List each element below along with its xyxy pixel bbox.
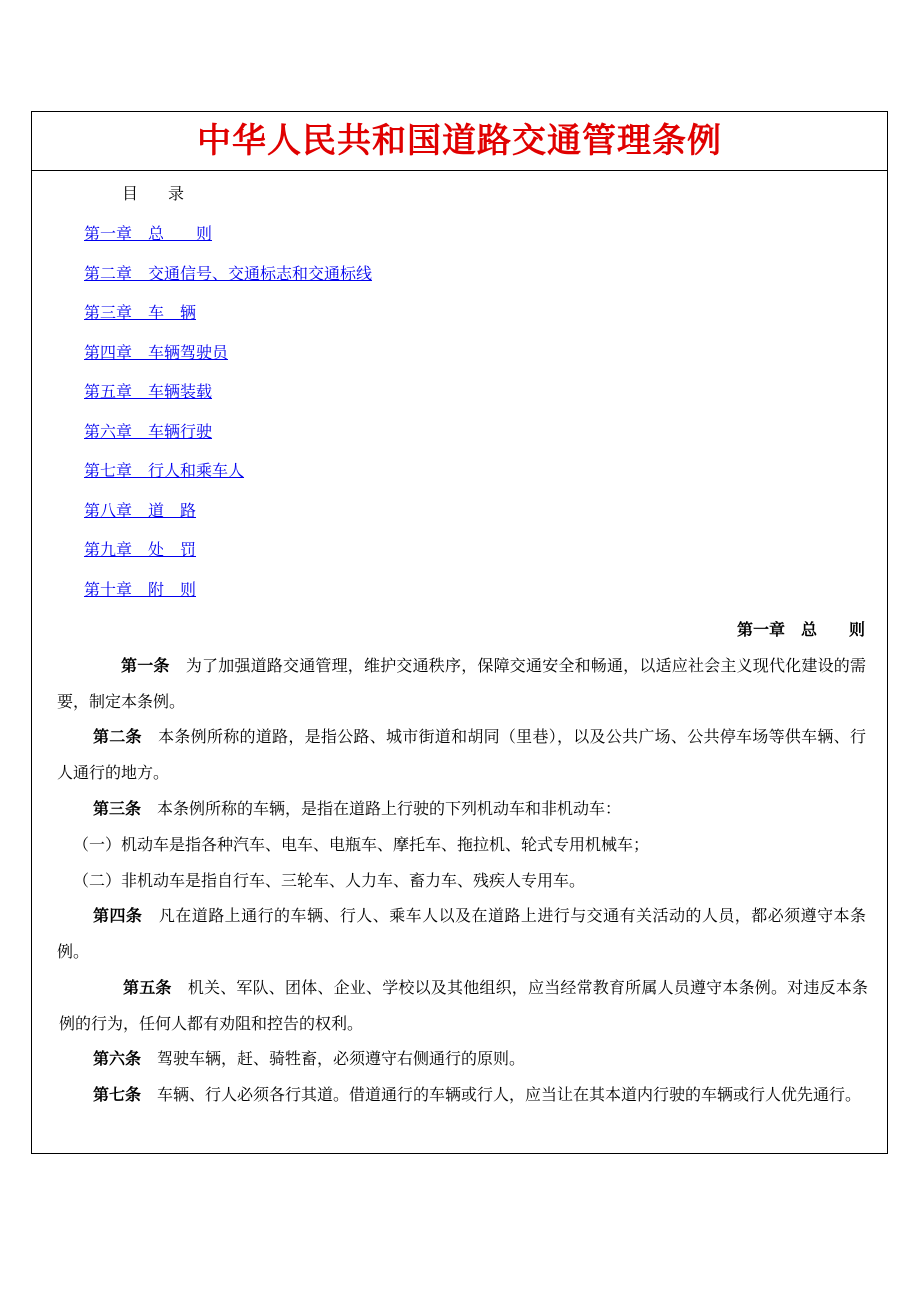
toc-link-chapter-9[interactable]: 第九章 处 罚 — [84, 540, 197, 559]
toc-link-chapter-1[interactable]: 第一章 总 则 — [84, 224, 213, 243]
article-6 — [57, 1041, 866, 1077]
article-2 — [57, 719, 866, 791]
toc-link-chapter-7[interactable]: 第七章 行人和乘车人 — [84, 461, 245, 480]
article-6-text: 驾驶车辆，赶、骑牲畜，必须遵守右侧通行的原则。 — [157, 1049, 526, 1068]
article-3 — [57, 791, 866, 827]
toc-heading-right: 录 — [168, 184, 185, 203]
article-2-label: 第二条 — [93, 727, 142, 746]
article-6-label: 第六条 — [93, 1049, 142, 1068]
document-title: 中华人民共和国道路交通管理条例 — [197, 121, 722, 161]
article-3-text: 本条例所称的车辆，是指在道路上行驶的下列机动车和非机动车： — [157, 799, 622, 818]
toc-link-chapter-4[interactable]: 第四章 车辆驾驶员 — [84, 343, 229, 362]
toc-link-chapter-5[interactable]: 第五章 车辆装载 — [84, 382, 213, 401]
article-4 — [57, 898, 866, 970]
article-7-text: 车辆、行人必须各行其道。借道通行的车辆或行人，应当让在其本道内行驶的车辆或行人优先通行。 — [157, 1085, 862, 1104]
toc-link-chapter-3[interactable]: 第三章 车 辆 — [84, 303, 197, 322]
article-4-label: 第四条 — [93, 906, 143, 925]
article-3-item-2 — [57, 863, 866, 899]
article-4-text: 凡在道路上通行的车辆、行人、乘车人以及在道路上进行与交通有关活动的人员，都必须遵守本条例。 — [57, 906, 866, 961]
article-3-label: 第三条 — [93, 799, 142, 818]
article-1-label: 第一条 — [121, 656, 170, 675]
toc-heading-left: 目 — [122, 184, 139, 203]
article-1 — [57, 648, 866, 720]
article-7-label: 第七条 — [93, 1085, 142, 1104]
article-3-item-1-text: （一）机动车是指各种汽车、电车、电瓶车、摩托车、拖拉机、轮式专用机械车； — [73, 835, 650, 854]
article-2-text: 本条例所称的道路，是指公路、城市街道和胡同（里巷），以及公共广场、公共停车场等供车辆、行人通行的地方。 — [57, 727, 866, 782]
article-3-item-1 — [57, 827, 866, 863]
title-row — [32, 112, 887, 171]
article-3-item-2-text: （二）非机动车是指自行车、三轮车、人力车、畜力车、残疾人专用车。 — [73, 871, 586, 890]
chapter-1-heading: 第一章 总 则 — [736, 620, 865, 639]
article-5-label: 第五条 — [123, 978, 172, 997]
toc-link-chapter-6[interactable]: 第六章 车辆行驶 — [84, 422, 213, 441]
article-7 — [57, 1077, 866, 1113]
toc-link-chapter-10[interactable]: 第十章 附 则 — [84, 580, 197, 599]
toc-heading — [122, 184, 214, 204]
article-5-text: 机关、军队、团体、企业、学校以及其他组织，应当经常教育所属人员遵守本条例。对违反本条例的行为，任何人都有劝阻和控告的权利。 — [59, 978, 868, 1033]
article-1-text: 为了加强道路交通管理，维护交通秩序，保障交通安全和畅通，以适应社会主义现代化建设的需要，制定本条例。 — [57, 656, 866, 711]
toc-link-chapter-2[interactable]: 第二章 交通信号、交通标志和交通标线 — [84, 264, 373, 283]
document-frame — [31, 111, 888, 1154]
toc-link-chapter-8[interactable]: 第八章 道 路 — [84, 501, 197, 520]
article-5 — [57, 970, 868, 1042]
